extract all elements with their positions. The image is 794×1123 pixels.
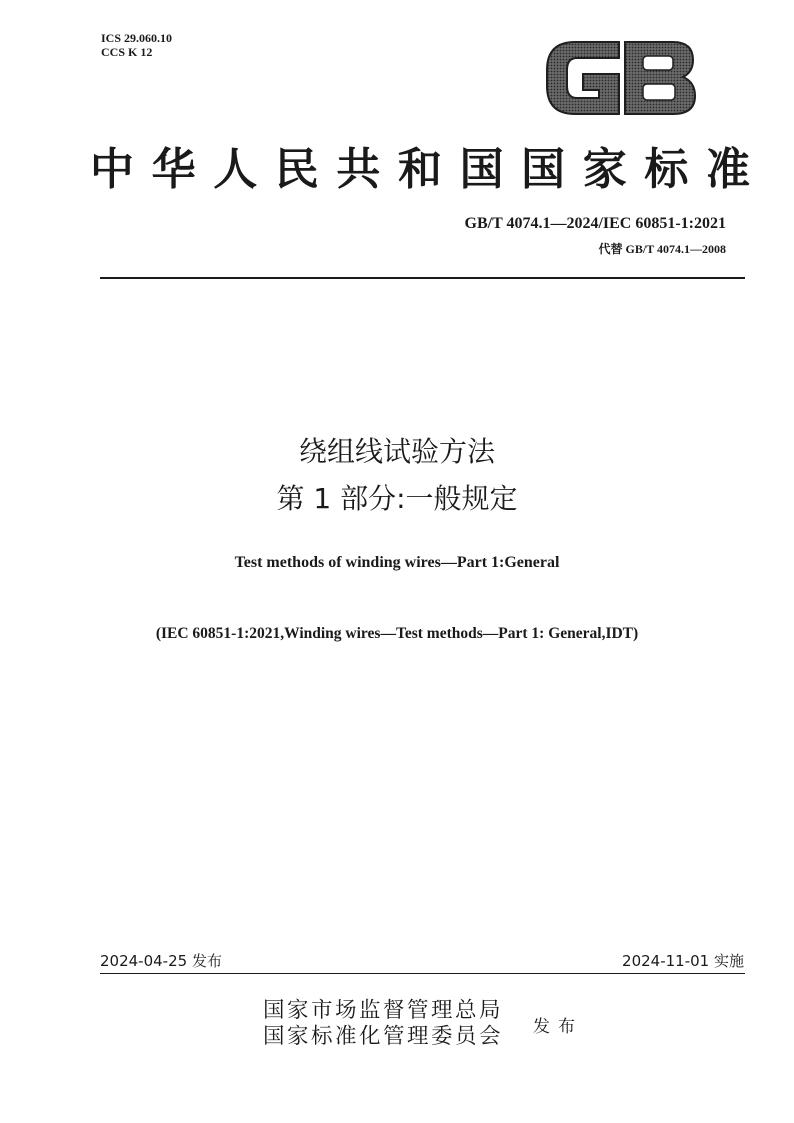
title-english: Test methods of winding wires—Part 1:General — [234, 554, 560, 571]
heading-char: 华 — [151, 144, 196, 195]
iec-relation: (IEC 60851-1:2021,Winding wires—Test methods—Part 1: General,IDT) — [155, 625, 639, 642]
issuer-samr: 国家市场监督管理总局 — [263, 998, 504, 1023]
national-standard-heading — [90, 140, 750, 200]
heading-char: 民 — [274, 144, 319, 195]
heading-char: 国 — [521, 144, 566, 195]
ccs-code: CCS K 12 — [101, 45, 153, 59]
title-chinese-line2: 第 1 部分:一般规定 — [276, 482, 518, 515]
implementation-date: 2024-11-01 实施 — [622, 952, 744, 970]
publish-label: 发布 — [533, 1017, 583, 1037]
ics-code: ICS 29.060.10 — [101, 31, 173, 45]
issuer-sac: 国家标准化管理委员会 — [263, 1024, 504, 1049]
heading-char: 中 — [90, 144, 134, 195]
issue-date: 2024-04-25 发布 — [100, 952, 222, 970]
standard-number: GB/T 4074.1—2024/IEC 60851-1:2021 — [464, 215, 726, 232]
heading-char: 共 — [336, 144, 381, 195]
heading-char: 家 — [582, 144, 627, 195]
heading-char: 人 — [213, 144, 258, 195]
title-chinese-line1: 绕组线试验方法 — [298, 435, 495, 468]
replaces-standard: 代替 GB/T 4074.1—2008 — [598, 242, 726, 256]
heading-char: 准 — [705, 144, 750, 195]
heading-char: 标 — [644, 144, 689, 195]
gb-logo — [541, 34, 701, 122]
heading-char: 国 — [459, 144, 504, 195]
heading-char: 和 — [397, 144, 442, 195]
header-divider — [100, 277, 745, 279]
footer-divider — [100, 973, 745, 974]
